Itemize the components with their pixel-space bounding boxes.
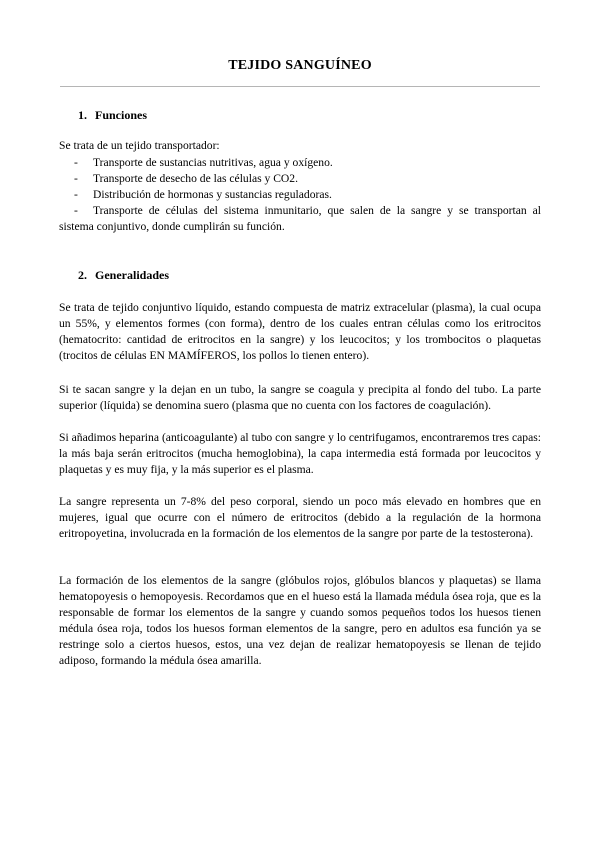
title-divider <box>60 86 540 87</box>
list-item-continuation: sistema conjuntivo, donde cumplirán su función. <box>59 220 285 233</box>
section-number: 2. <box>78 268 87 282</box>
list-item <box>59 203 541 219</box>
list-item-text: Transporte de sustancias nutritivas, agua y oxígeno. <box>93 156 333 169</box>
paragraph: Si añadimos heparina (anticoagulante) al tubo con sangre y lo centrifugamos, encontraremos tres capas: la más baja serán eritrocitos (mucha hemoglobina), la capa intermedia está formada por leucocitos y plaquetas y es muy fija, y la más superior es el plasma. <box>59 431 541 476</box>
list-item-text: Distribución de hormonas y sustancias reguladoras. <box>93 188 332 201</box>
list-item <box>59 171 541 187</box>
section-number: 1. <box>78 108 87 122</box>
bullet-marker: - <box>74 172 78 185</box>
functions-list <box>59 155 541 235</box>
section1-intro: Se trata de un tejido transportador: <box>59 139 220 152</box>
paragraph: La sangre representa un 7-8% del peso corporal, siendo un poco más elevado en hombres que en mujeres, igual que ocurre con el número de eritrocitos (debido a la regulación de la hormona eritropoyetina, involucrada en la formación de los elementos de la sangre por parte de la testosterona). <box>59 495 541 540</box>
paragraph: La formación de los elementos de la sangre (glóbulos rojos, glóbulos blancos y plaquetas) se llama hematopoyesis o hemopoyesis. Recordamos que en el hueso está la llamada médula ósea roja, que es la responsable de formar los elementos de la sangre y cuando somos pequeños todos los huesos tienen médula ósea roja, todos los huesos forman elementos de la sangre, pero en adultos esa función ya se restringe solo a ciertos huesos, estos, una vez dejan de realizar hematopoyesis se llenan de tejido adiposo, formando la médula ósea amarilla. <box>59 574 541 667</box>
bullet-marker: - <box>74 204 78 217</box>
section-heading-text: Generalidades <box>95 268 169 282</box>
list-item-text: Transporte de células del sistema inmunitario, que salen de la sangre y se transportan al <box>93 204 541 217</box>
bullet-marker: - <box>74 156 78 169</box>
list-item <box>59 155 541 171</box>
section-heading-funciones <box>78 108 147 123</box>
paragraph: Se trata de tejido conjuntivo líquido, estando compuesta de matriz extracelular (plasma), la cual ocupa un 55%, y elementos formes (con forma), dentro de los cuales entran células como los eritrocitos (hematocrito: cantidad de eritrocitos en la sangre) y los leucocitos; y los trombocitos o plaquetas (trocitos de células EN MAMÍFEROS, los pollos lo tienen entero). <box>59 301 541 362</box>
paragraph: Si te sacan sangre y la dejan en un tubo, la sangre se coagula y precipita al fondo del tubo. La parte superior (líquida) se denomina suero (plasma que no cuenta con los factores de coagulación). <box>59 383 541 412</box>
list-item-text: Transporte de desecho de las células y CO2. <box>93 172 298 185</box>
list-item <box>59 187 541 203</box>
section-heading-generalidades <box>78 268 169 283</box>
bullet-marker: - <box>74 188 78 201</box>
page-title: TEJIDO SANGUÍNEO <box>228 58 372 73</box>
section-heading-text: Funciones <box>95 108 148 122</box>
